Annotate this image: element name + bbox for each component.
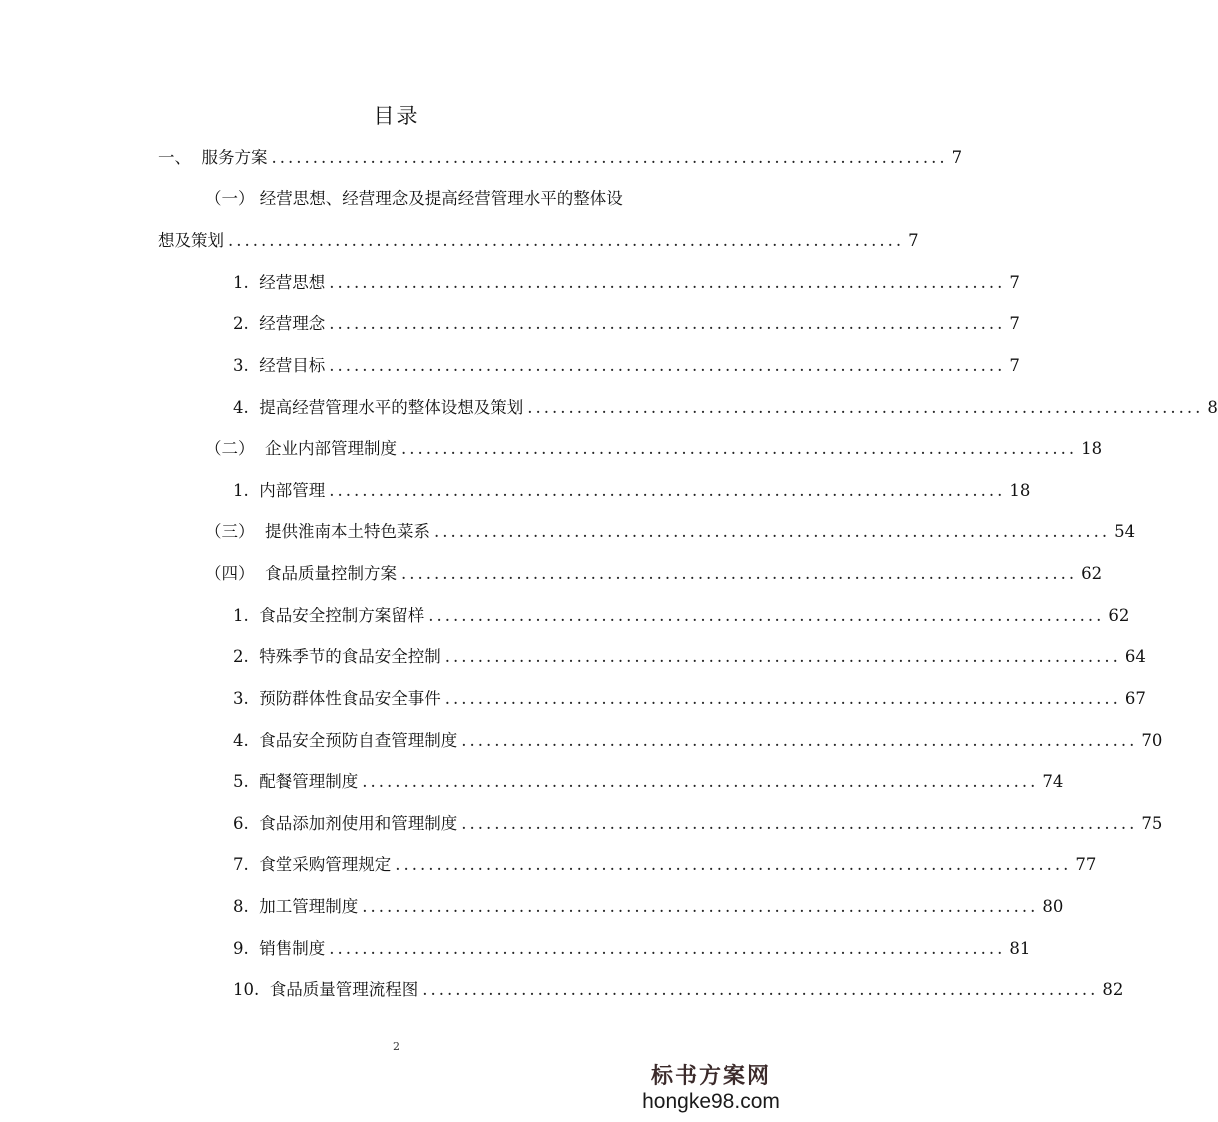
toc-entry-label: 销售制度 bbox=[259, 939, 326, 958]
toc-entry-label: 提高经营管理水平的整体设想及策划 bbox=[259, 398, 524, 417]
leader-dots: .................................................................................. bbox=[228, 231, 905, 250]
toc-entry-page: 74 bbox=[1042, 772, 1064, 791]
watermark-site-name: 标书方案网 bbox=[650, 1064, 771, 1089]
watermark bbox=[641, 1064, 781, 1114]
toc-entry-number: 6. bbox=[233, 814, 260, 833]
toc-entry[interactable] bbox=[158, 146, 963, 170]
toc-entry-number: 2. bbox=[233, 314, 260, 333]
toc-entry-number: 2. bbox=[233, 647, 260, 666]
toc-entry[interactable] bbox=[205, 187, 623, 211]
toc-entry-page: 62 bbox=[1108, 606, 1130, 625]
toc-entry[interactable] bbox=[233, 978, 1124, 1002]
toc-entry[interactable] bbox=[233, 354, 1020, 378]
toc-entry-number: 8. bbox=[233, 897, 260, 916]
leader-dots: .................................................................................. bbox=[329, 481, 1006, 500]
toc-entry[interactable] bbox=[233, 271, 1020, 295]
leader-dots: .................................................................................. bbox=[444, 689, 1121, 708]
toc-entry[interactable] bbox=[233, 853, 1097, 877]
toc-entry-label: 想及策划 bbox=[158, 231, 224, 250]
toc-entry[interactable] bbox=[233, 479, 1031, 503]
toc-entry[interactable] bbox=[205, 520, 1136, 544]
toc-entry-number: 1. bbox=[233, 273, 260, 292]
toc-entry-label: 食堂采购管理规定 bbox=[259, 855, 392, 874]
toc-entry-label: 经营理念 bbox=[259, 314, 326, 333]
toc-entry-page: 18 bbox=[1009, 481, 1031, 500]
toc-entry[interactable] bbox=[233, 645, 1146, 669]
toc-entry-number: 3. bbox=[233, 689, 260, 708]
leader-dots: .................................................................................. bbox=[461, 731, 1138, 750]
toc-title: 目录 bbox=[373, 104, 420, 128]
toc-entry-number: 1. bbox=[233, 481, 260, 500]
leader-dots: .................................................................................. bbox=[271, 148, 948, 167]
toc-entry-number: （三） bbox=[205, 522, 265, 541]
toc-entry[interactable] bbox=[233, 812, 1163, 836]
toc-entry-label: 内部管理 bbox=[259, 481, 326, 500]
toc-entry[interactable] bbox=[205, 562, 1103, 586]
toc-entry-label: 经营目标 bbox=[259, 356, 326, 375]
toc-entry-label: 食品质量控制方案 bbox=[265, 564, 397, 583]
toc-entry[interactable] bbox=[233, 937, 1031, 961]
toc-entry-label: 预防群体性食品安全事件 bbox=[259, 689, 441, 708]
toc-entry-number: （二） bbox=[205, 439, 265, 458]
toc-entry-page: 80 bbox=[1042, 897, 1064, 916]
toc-entry-number: 9. bbox=[233, 939, 260, 958]
leader-dots: .................................................................................. bbox=[362, 772, 1039, 791]
toc-entry-page: 75 bbox=[1141, 814, 1163, 833]
toc-entry-number: 5. bbox=[233, 772, 260, 791]
toc-entry-number: 4. bbox=[233, 398, 260, 417]
toc-entry-page: 82 bbox=[1102, 980, 1124, 999]
leader-dots: .................................................................................. bbox=[444, 647, 1121, 666]
toc-entry-label: 经营思想、经营理念及提高经营管理水平的整体设 bbox=[259, 189, 623, 208]
toc-entry-number: （四） bbox=[205, 564, 265, 583]
toc-entry-number: 10. bbox=[233, 980, 270, 999]
toc-entry-page: 67 bbox=[1124, 689, 1146, 708]
leader-dots: .................................................................................. bbox=[461, 814, 1138, 833]
toc-entry-label: 企业内部管理制度 bbox=[265, 439, 397, 458]
toc-entry-page: 18 bbox=[1081, 439, 1103, 458]
toc-entry-label: 食品安全控制方案留样 bbox=[259, 606, 425, 625]
toc-entry-label: 食品质量管理流程图 bbox=[269, 980, 419, 999]
leader-dots: .................................................................................. bbox=[401, 564, 1078, 583]
toc-entry-page: 7 bbox=[908, 231, 919, 250]
toc-entry[interactable] bbox=[233, 687, 1146, 711]
toc-entry[interactable] bbox=[233, 895, 1064, 919]
toc-entry[interactable] bbox=[233, 396, 1218, 420]
leader-dots: .................................................................................. bbox=[362, 897, 1039, 916]
toc-entry-page: 62 bbox=[1081, 564, 1103, 583]
leader-dots: .................................................................................. bbox=[329, 939, 1006, 958]
leader-dots: .................................................................................. bbox=[527, 398, 1204, 417]
toc-entry-number: 4. bbox=[233, 731, 260, 750]
toc-entry-label: 特殊季节的食品安全控制 bbox=[259, 647, 441, 666]
toc-entry[interactable] bbox=[233, 604, 1130, 628]
leader-dots: .................................................................................. bbox=[329, 356, 1006, 375]
toc-entry[interactable] bbox=[233, 312, 1020, 336]
toc-entry-label: 食品安全预防自查管理制度 bbox=[259, 731, 458, 750]
toc-entry-label: 提供淮南本土特色菜系 bbox=[265, 522, 430, 541]
toc-entry[interactable] bbox=[233, 770, 1064, 794]
toc-entry-page: 54 bbox=[1114, 522, 1136, 541]
toc-entry-page: 7 bbox=[951, 148, 963, 167]
toc-entry-number: 3. bbox=[233, 356, 260, 375]
leader-dots: .................................................................................. bbox=[401, 439, 1078, 458]
toc-entry-page: 7 bbox=[1009, 356, 1020, 375]
toc-entry-label: 服务方案 bbox=[201, 148, 268, 167]
toc-entry-page: 70 bbox=[1141, 731, 1163, 750]
toc-entry[interactable] bbox=[233, 729, 1163, 753]
toc-entry-label: 经营思想 bbox=[259, 273, 326, 292]
leader-dots: .................................................................................. bbox=[428, 606, 1105, 625]
leader-dots: .................................................................................. bbox=[329, 314, 1006, 333]
toc-entry[interactable] bbox=[205, 437, 1103, 461]
watermark-url: hongke98.com bbox=[642, 1090, 780, 1113]
leader-dots: .................................................................................. bbox=[422, 980, 1099, 999]
page-number: 2 bbox=[393, 1040, 400, 1053]
toc-entry-page: 81 bbox=[1009, 939, 1031, 958]
toc-entry-continuation[interactable] bbox=[158, 229, 919, 253]
toc-entry-label: 配餐管理制度 bbox=[259, 772, 359, 791]
toc-entry-number: 一、 bbox=[158, 148, 202, 167]
toc-entry-number: 7. bbox=[233, 855, 260, 874]
toc-entry-page: 8 bbox=[1207, 398, 1218, 417]
toc-entry-page: 7 bbox=[1009, 314, 1020, 333]
leader-dots: .................................................................................. bbox=[434, 522, 1111, 541]
toc-entry-number: 1. bbox=[233, 606, 260, 625]
toc-entry-page: 7 bbox=[1009, 273, 1020, 292]
toc-entry-number: （一） bbox=[205, 189, 260, 208]
leader-dots: .................................................................................. bbox=[329, 273, 1006, 292]
toc-entry-label: 加工管理制度 bbox=[259, 897, 359, 916]
toc-entry-page: 64 bbox=[1124, 647, 1146, 666]
toc-entry-label: 食品添加剂使用和管理制度 bbox=[259, 814, 458, 833]
toc-entry-page: 77 bbox=[1075, 855, 1097, 874]
leader-dots: .................................................................................. bbox=[395, 855, 1072, 874]
